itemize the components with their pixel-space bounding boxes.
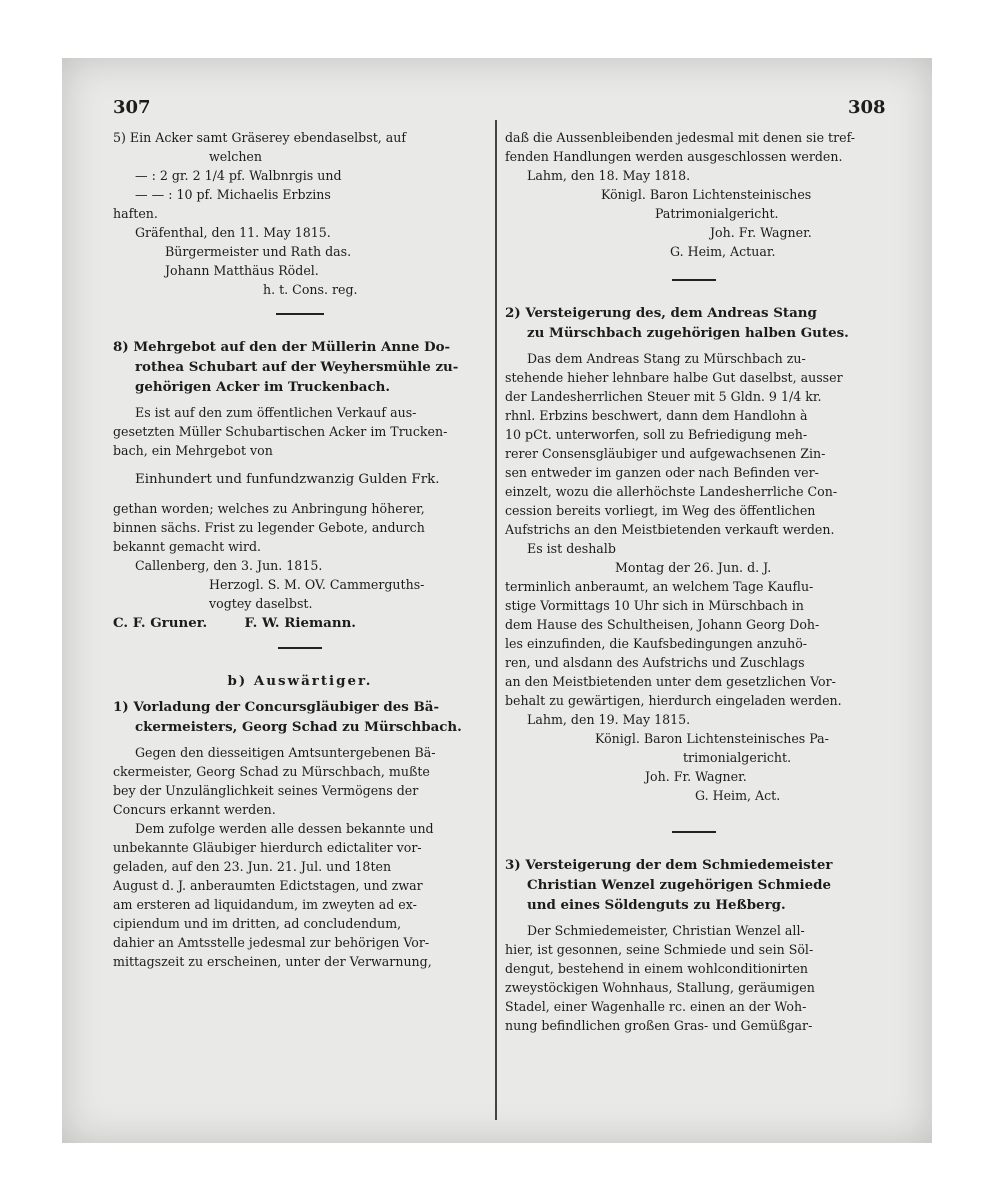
item8-body: Es ist auf den zum öffentlichen Verkauf aus- [135,405,417,420]
item2-body: Aufstrichs an den Meistbietenden verkauft werden. [505,522,835,537]
item2-body: stehende hieher lehnbare halbe Gut daselbst, ausser [505,370,843,385]
item8-body: binnen sächs. Frist zu legender Gebote, andurch [113,520,425,535]
cont-place-date: Lahm, den 18. May 1818. [527,168,691,183]
item1-heading: ckermeisters, Georg Schad zu Mürschbach. [135,719,462,735]
item8-signature-names: C. F. Gruner. F. W. Riemann. [113,615,356,631]
item2-body: dem Hause des Schultheisen, Johann Georg Doh- [505,617,820,632]
item3-body: hier, ist gesonnen, seine Schmiede und sein Söl- [505,942,814,957]
section-divider [278,647,322,649]
item2-body: ren, und alsdann des Aufstrichs und Zuschlags [505,655,805,670]
right-column [505,128,883,1035]
item2-signature: Joh. Fr. Wagner. [645,769,747,784]
item2-body: einzelt, wozu die allerhöchste Landesherrliche Con- [505,484,838,499]
item8-amount: Einhundert und funfundzwanzig Gulden Frk. [135,472,440,487]
item2-body: terminlich anberaumt, an welchem Tage Kauflu- [505,579,814,594]
item1-body: unbekannte Gläubiger hierdurch edictaliter vor- [113,840,422,855]
item5-line: haften. [113,206,158,221]
item2-body: stige Vormittags 10 Uhr sich in Mürschbach in [505,598,804,613]
item1-body: cipiendum und im dritten, ad concludendum, [113,916,402,931]
cont-signature: Königl. Baron Lichtensteinisches [601,187,812,202]
page-number-left: 307 [113,97,151,118]
item1-body: bey der Unzulänglichkeit seines Vermögens der [113,783,419,798]
item8-body: bekannt gemacht wird. [113,539,262,554]
section-divider [276,313,324,315]
column-divider [495,120,497,1120]
item2-date-line: Montag der 26. Jun. d. J. [615,560,772,575]
section-divider [672,279,716,281]
cont-body: fenden Handlungen werden ausgeschlossen werden. [505,149,843,164]
cont-signature: G. Heim, Actuar. [670,244,776,259]
item1-heading: 1) Vorladung der Concursgläubiger des Bä- [113,699,440,715]
item3-body: Stadel, einer Wagenhalle rc. einen an der Woh- [505,999,807,1014]
item8-body: bach, ein Mehrgebot von [113,443,273,458]
item2-place-date: Lahm, den 19. May 1815. [527,712,691,727]
item3-body: nung befindlichen großen Gras- und Gemüßgar- [505,1018,813,1033]
item1-body: Concurs erkannt werden. [113,802,276,817]
item2-heading: zu Mürschbach zugehörigen halben Gutes. [527,325,849,341]
item8-place-date: Callenberg, den 3. Jun. 1815. [135,558,323,573]
item1-body: dahier an Amtsstelle jedesmal zur behörigen Vor- [113,935,430,950]
section-heading: b) Auswärtiger. [227,673,373,689]
item5-place-date: Gräfenthal, den 11. May 1815. [135,225,331,240]
item3-heading: und eines Söldenguts zu Heßberg. [527,897,786,913]
item5-line: — : 2 gr. 2 1/4 pf. Walbnrgis und [135,168,342,183]
item8-heading: rothea Schubart auf der Weyhersmühle zu- [135,359,459,375]
item3-body: dengut, bestehend in einem wohlconditionirten [505,961,809,976]
section-divider [672,831,716,833]
item2-body: Es ist deshalb [527,541,616,556]
item1-body: geladen, auf den 23. Jun. 21. Jul. und 18ten [113,859,392,874]
item5-signature: Johann Matthäus Rödel. [165,263,319,278]
item2-body: sen entweder im ganzen oder nach Befinden ver- [505,465,819,480]
item8-body: gethan worden; welches zu Anbringung höherer, [113,501,425,516]
item8-body: gesetzten Müller Schubartischen Acker im Trucken- [113,424,448,439]
item2-signature: trimonialgericht. [683,750,792,765]
item1-body: ckermeister, Georg Schad zu Mürschbach, mußte [113,764,430,779]
item1-body: mittagszeit zu erscheinen, unter der Verwarnung, [113,954,432,969]
item5-signature: h. t. Cons. reg. [263,282,358,297]
item2-body: behalt zu gewärtigen, hierdurch eingeladen werden. [505,693,842,708]
item5-line: — — : 10 pf. Michaelis Erbzins [135,187,331,202]
item1-body: August d. J. anberaumten Edictstagen, und zwar [113,878,423,893]
cont-body: daß die Aussenbleibenden jedesmal mit denen sie tref- [505,130,856,145]
item2-signature: G. Heim, Act. [695,788,781,803]
item2-body: der Landesherrlichen Steuer mit 5 Gldn. 9 1/4 kr. [505,389,822,404]
item2-body: 10 pCt. unterworfen, soll zu Befriedigung meh- [505,427,808,442]
item1-body: Dem zufolge werden alle dessen bekannte und [135,821,434,836]
item3-body: Der Schmiedemeister, Christian Wenzel all- [527,923,805,938]
item2-body: rerer Consensgläubiger und aufgewachsenen Zin- [505,446,826,461]
cont-signature: Patrimonialgericht. [655,206,779,221]
item2-body: Das dem Andreas Stang zu Mürschbach zu- [527,351,806,366]
item3-body: zweystöckigen Wohnhaus, Stallung, geräumigen [505,980,815,995]
item2-body: rhnl. Erbzins beschwert, dann dem Handlohn à [505,408,808,423]
cont-signature: Joh. Fr. Wagner. [710,225,812,240]
item5-line: 5) Ein Acker samt Gräserey ebendaselbst, auf [113,130,407,145]
item1-body: Gegen den diesseitigen Amtsuntergebenen Bä- [135,745,436,760]
item5-signature: Bürgermeister und Rath das. [165,244,352,259]
item1-body: am ersteren ad liquidandum, im zweyten ad ex- [113,897,417,912]
item3-heading: Christian Wenzel zugehörigen Schmiede [527,877,832,893]
item8-signature: vogtey daselbst. [209,596,313,611]
item2-heading: 2) Versteigerung des, dem Andreas Stang [505,305,817,321]
item8-signature: Herzogl. S. M. OV. Cammerguths- [209,577,425,592]
item2-body: cession bereits vorliegt, im Weg des öffentlichen [505,503,816,518]
item3-heading: 3) Versteigerung der dem Schmiedemeister [505,857,833,873]
item2-signature: Königl. Baron Lichtensteinisches Pa- [595,731,829,746]
item2-body: les einzufinden, die Kaufsbedingungen anzuhö- [505,636,808,651]
item8-heading: gehörigen Acker im Truckenbach. [135,379,391,395]
item8-heading: 8) Mehrgebot auf den der Müllerin Anne Do- [113,339,451,355]
item2-body: an den Meistbietenden unter dem gesetzlichen Vor- [505,674,836,689]
page-number-right: 308 [848,97,886,118]
item5-line: welchen [209,149,262,164]
left-column [113,128,487,971]
